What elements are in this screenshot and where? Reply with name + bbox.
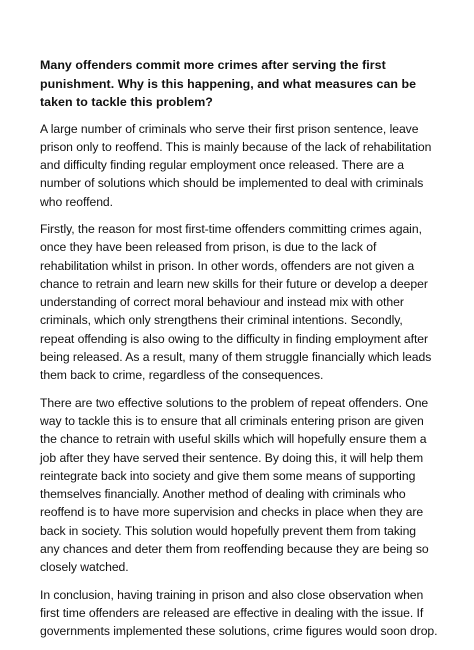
body-paragraph-causes: Firstly, the reason for most first-time offenders committing crimes again, once they have been released from prison, is due to the lack of rehabilitation whilst in prison. In other words, offenders are not given a chance to retrain and learn new skills for their future or develop a deeper understanding of correct moral behaviour and instead mix with other criminals, which only strengthens their criminal intentions. Secondly, repeat offending is also owing to the difficulty in finding employment after being released. As a result, many of them struggle financially which leads them back to crime, regardless of the consequences. xyxy=(40,221,432,383)
conclusion-paragraph: In conclusion, having training in prison and also close observation when first time offenders are released are effective in dealing with the issue. If governments implemented these solutions, crime figures would soon drop. xyxy=(40,587,438,639)
body-paragraph-solutions: There are two effective solutions to the problem of repeat offenders. One way to tackle this is to ensure that all criminals entering prison are given the chance to retrain with useful skills which will hopefully ensure them a job after they have served their sentence. By doing this, it will help them reintegrate back into society and give them some means of supporting themselves financially. Another method of dealing with criminals who reoffend is to have more supervision and checks in place when they are back in society. This solution would hopefully prevent them from taking any chances and deter them from reoffending because they are being so closely watched. xyxy=(40,395,429,575)
essay-question: Many offenders commit more crimes after serving the first punishment. Why is this happening, and what measures can be taken to tackle this problem? xyxy=(40,58,417,109)
essay-page xyxy=(40,56,438,650)
introduction-paragraph: A large number of criminals who serve their first prison sentence, leave prison only to reoffend. This is mainly because of the lack of rehabilitation and difficulty finding regular employment once released. There are a number of solutions which should be implemented to deal with criminals who reoffend. xyxy=(40,121,432,209)
